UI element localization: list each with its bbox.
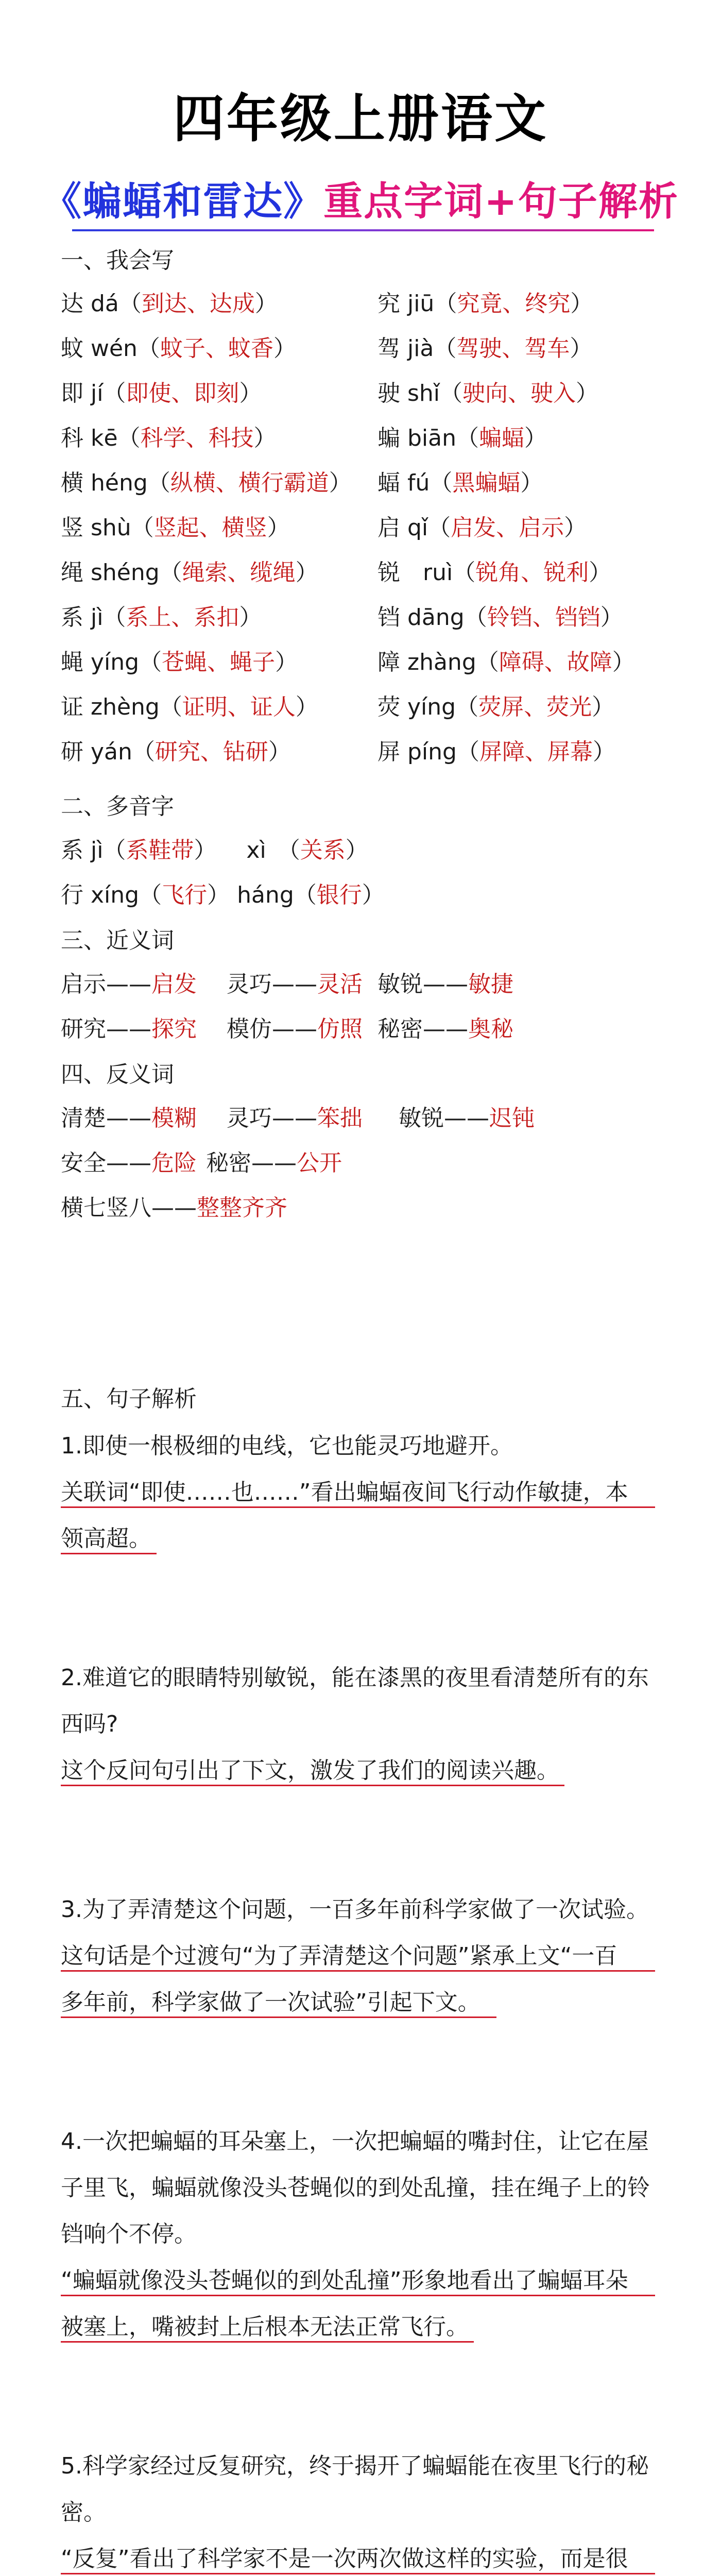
synonym-pair	[61, 970, 197, 999]
write-item	[61, 424, 277, 453]
word: 敏锐——	[399, 1105, 489, 1131]
char-pinyin: 障 zhàng（	[377, 649, 499, 675]
section-header-sentences: 五、句子解析	[61, 1386, 197, 1412]
char-pinyin: 荧 yíng（	[377, 694, 479, 720]
char-pinyin: 究 jiū（	[377, 291, 457, 317]
word-examples: 到达、达成	[141, 291, 255, 317]
bracket-close: ）	[253, 425, 277, 451]
write-item	[61, 603, 262, 632]
bracket-close: ）	[524, 425, 547, 451]
bracket-close: ）	[239, 604, 262, 631]
antonym-pair	[206, 1149, 342, 1178]
char-pinyin: 蝠 fú（	[377, 470, 453, 496]
bracket-close: ）	[612, 649, 635, 675]
char-pinyin: 铛 dāng（	[377, 604, 487, 631]
word-examples: 纵横、横行霸道	[170, 470, 329, 496]
word: 启示——	[61, 971, 151, 997]
synonym-pair	[377, 970, 513, 999]
bracket-close: ）	[520, 470, 543, 496]
word: 研究——	[61, 1016, 151, 1042]
bracket-close: ）	[295, 694, 318, 720]
char-pinyin: 蚊 wén（	[61, 335, 160, 362]
antonym-pair	[227, 1104, 363, 1133]
word: 灵巧——	[227, 971, 317, 997]
subtitle-lesson: 《蝙蝠和雷达》	[42, 178, 324, 224]
sentence-text: 3.为了弄清楚这个问题，一百多年前科学家做了一次试验。	[61, 1896, 649, 1923]
write-item	[377, 603, 623, 632]
bracket-close: ）	[273, 335, 296, 362]
subtitle-topic: 重点字词+句子解析	[323, 178, 679, 224]
analysis-text: 这个反问句引出了下文，激发了我们的阅读兴趣。	[61, 1757, 559, 1784]
analysis-text: “反复”看出了科学家不是一次两次做这样的实验，而是很	[61, 2546, 628, 2572]
pair-word: 仿照	[317, 1016, 363, 1042]
write-item	[377, 514, 587, 543]
word-example: 关系	[300, 837, 346, 863]
write-item	[377, 379, 598, 408]
analysis-underline	[61, 2573, 655, 2574]
pair-word: 探究	[151, 1016, 197, 1042]
antonym-pair	[399, 1104, 535, 1133]
bracket-close: ）	[345, 837, 368, 863]
word-examples: 研究、钻研	[154, 739, 268, 765]
analysis-underline	[61, 1506, 655, 1508]
analysis-underline	[61, 2295, 655, 2296]
analysis-underline	[61, 1970, 655, 1972]
write-item	[377, 693, 614, 722]
subtitle-underline	[72, 229, 654, 231]
word-examples: 屏障、屏幕	[479, 739, 593, 765]
polyphone-item	[61, 881, 385, 910]
analysis-text: 关联词“即使……也……”看出蝙蝠夜间飞行动作敏捷，本	[61, 1479, 628, 1505]
synonym-pair	[227, 1015, 363, 1044]
bracket-close: ）	[592, 739, 615, 765]
sentence-text: 铛响个不停。	[61, 2221, 197, 2247]
reading: 系 jì（	[61, 837, 126, 863]
sentence-text: 密。	[61, 2499, 106, 2526]
analysis-text: 被塞上，嘴被封上后根本无法正常飞行。	[61, 2314, 469, 2340]
pair-word: 公开	[297, 1150, 342, 1176]
char-pinyin: 驶 shǐ（	[377, 380, 463, 406]
write-item	[377, 334, 592, 363]
section-header-synonyms: 三、近义词	[61, 927, 174, 954]
write-item	[61, 469, 352, 498]
sentence-text: 子里飞，蝙蝠就像没头苍蝇似的到处乱撞，挂在绳子上的铃	[61, 2175, 650, 2201]
char-pinyin: 达 dá（	[61, 291, 142, 317]
bracket-close: ）	[267, 515, 290, 541]
bracket-close: ）	[592, 694, 615, 720]
word-examples: 锐角、锐利	[475, 560, 589, 586]
analysis-underline	[61, 2016, 496, 2018]
word: 秘密——	[377, 1016, 468, 1042]
word-examples: 荧屏、荧光	[478, 694, 592, 720]
write-item	[61, 558, 318, 587]
word-examples: 系上、系扣	[126, 604, 239, 631]
polyphone-item	[61, 836, 368, 865]
antonym-pair	[61, 1149, 197, 1178]
pair-word: 整整齐齐	[197, 1195, 287, 1221]
word: 敏锐——	[377, 971, 468, 997]
analysis-underline	[61, 1553, 157, 1554]
word-examples: 启发、启示	[451, 515, 564, 541]
word-examples: 究竟、终究	[457, 291, 571, 317]
antonym-pair	[61, 1194, 287, 1223]
reading: háng（	[237, 882, 317, 908]
bracket-close: ）	[589, 560, 612, 586]
write-item	[61, 648, 298, 677]
reading: xì （	[224, 837, 300, 863]
bracket-close: ）	[207, 882, 237, 908]
bracket-close: ）	[275, 649, 298, 675]
char-pinyin: 系 jì（	[61, 604, 126, 631]
char-pinyin: 竖 shù（	[61, 515, 154, 541]
char-pinyin: 蝙 biān（	[377, 425, 479, 451]
write-item	[61, 693, 318, 722]
page-title: 四年级上册语文	[173, 89, 548, 149]
char-pinyin: 即 jí（	[61, 380, 126, 406]
char-pinyin: 蝇 yíng（	[61, 649, 162, 675]
reading: 行 xíng（	[61, 882, 162, 908]
word-examples: 即使、即刻	[126, 380, 239, 406]
synonym-pair	[377, 1015, 513, 1044]
char-pinyin: 驾 jià（	[377, 335, 457, 362]
word-examples: 驾驶、驾车	[456, 335, 570, 362]
pair-word: 启发	[151, 971, 197, 997]
pair-word: 敏捷	[468, 971, 513, 997]
word-examples: 科学、科技	[140, 425, 254, 451]
word: 安全——	[61, 1150, 151, 1176]
word-examples: 驶向、驶入	[462, 380, 576, 406]
word-example: 银行	[316, 882, 362, 908]
write-item	[377, 738, 615, 767]
char-pinyin: 横 héng（	[61, 470, 170, 496]
char-pinyin: 锐 ruì（	[377, 560, 476, 586]
write-item	[377, 469, 543, 498]
bracket-close: ）	[362, 882, 385, 908]
pair-word: 灵活	[317, 971, 363, 997]
section-header-polyphone: 二、多音字	[61, 793, 174, 820]
bracket-close: ）	[194, 837, 224, 863]
write-item	[61, 334, 296, 363]
analysis-text: 多年前，科学家做了一次试验”引起下文。	[61, 1989, 480, 2015]
sentence-text: 2.难道它的眼睛特别敏锐，能在漆黑的夜里看清楚所有的东	[61, 1665, 649, 1691]
pair-word: 奥秘	[468, 1016, 513, 1042]
word: 清楚——	[61, 1105, 151, 1131]
bracket-close: ）	[564, 515, 587, 541]
analysis-underline	[61, 2341, 474, 2343]
bracket-close: ）	[570, 335, 593, 362]
pair-word: 危险	[151, 1150, 197, 1176]
bracket-close: ）	[600, 604, 623, 631]
page-subtitle	[0, 170, 721, 226]
write-item	[377, 424, 547, 453]
antonym-pair	[61, 1104, 197, 1133]
section-header-write: 一、我会写	[61, 247, 174, 274]
bracket-close: ）	[570, 291, 593, 317]
synonym-pair	[61, 1015, 197, 1044]
word-examples: 苍蝇、蝇子	[162, 649, 276, 675]
write-item	[377, 648, 635, 677]
pair-word: 迟钝	[489, 1105, 535, 1131]
word: 横七竖八——	[61, 1195, 197, 1221]
word-example: 飞行	[162, 882, 208, 908]
pair-word: 笨拙	[317, 1105, 363, 1131]
char-pinyin: 屏 píng（	[377, 739, 479, 765]
synonym-pair	[227, 970, 363, 999]
sentence-text: 1.即使一根极细的电线，它也能灵巧地避开。	[61, 1433, 513, 1459]
bracket-close: ）	[268, 739, 291, 765]
char-pinyin: 启 qǐ（	[377, 515, 451, 541]
word-examples: 障碍、故障	[499, 649, 612, 675]
write-item	[61, 379, 262, 408]
word-examples: 竖起、横竖	[153, 515, 267, 541]
write-item	[61, 738, 291, 767]
word-examples: 蚊子、蚊香	[160, 335, 273, 362]
char-pinyin: 证 zhèng（	[61, 694, 182, 720]
bracket-close: ）	[329, 470, 352, 496]
bracket-close: ）	[254, 291, 278, 317]
analysis-text: 这句话是个过渡句“为了弄清楚这个问题”紧承上文“一百	[61, 1943, 617, 1969]
word: 模仿——	[227, 1016, 317, 1042]
sentence-text: 5.科学家经过反复研究，终于揭开了蝙蝠能在夜里飞行的秘	[61, 2453, 649, 2479]
pair-word: 模糊	[151, 1105, 197, 1131]
char-pinyin: 科 kē（	[61, 425, 141, 451]
write-item	[61, 290, 278, 318]
word-example: 系鞋带	[126, 837, 194, 863]
word-examples: 铃铛、铛铛	[487, 604, 600, 631]
sentence-text: 西吗?	[61, 1711, 118, 1737]
char-pinyin: 绳 shéng（	[61, 560, 182, 586]
word-examples: 证明、证人	[182, 694, 296, 720]
word: 灵巧——	[227, 1105, 317, 1131]
word-examples: 蝙蝠	[479, 425, 524, 451]
analysis-underline	[61, 1785, 564, 1786]
bracket-close: ）	[239, 380, 262, 406]
sentence-text: 4.一次把蝙蝠的耳朵塞上，一次把蝙蝠的嘴封住，让它在屋	[61, 2128, 649, 2155]
bracket-close: ）	[295, 560, 318, 586]
analysis-text: “蝙蝠就像没头苍蝇似的到处乱撞”形象地看出了蝙蝠耳朵	[61, 2267, 628, 2294]
write-item	[61, 514, 290, 543]
analysis-text: 领高超。	[61, 1526, 151, 1552]
word: 秘密——	[206, 1150, 297, 1176]
char-pinyin: 研 yán（	[61, 739, 155, 765]
word-examples: 绳索、缆绳	[182, 560, 296, 586]
write-item	[377, 290, 593, 318]
section-header-antonyms: 四、反义词	[61, 1061, 174, 1088]
bracket-close: ）	[576, 380, 599, 406]
word-examples: 黑蝙蝠	[452, 470, 521, 496]
write-item	[377, 558, 611, 587]
